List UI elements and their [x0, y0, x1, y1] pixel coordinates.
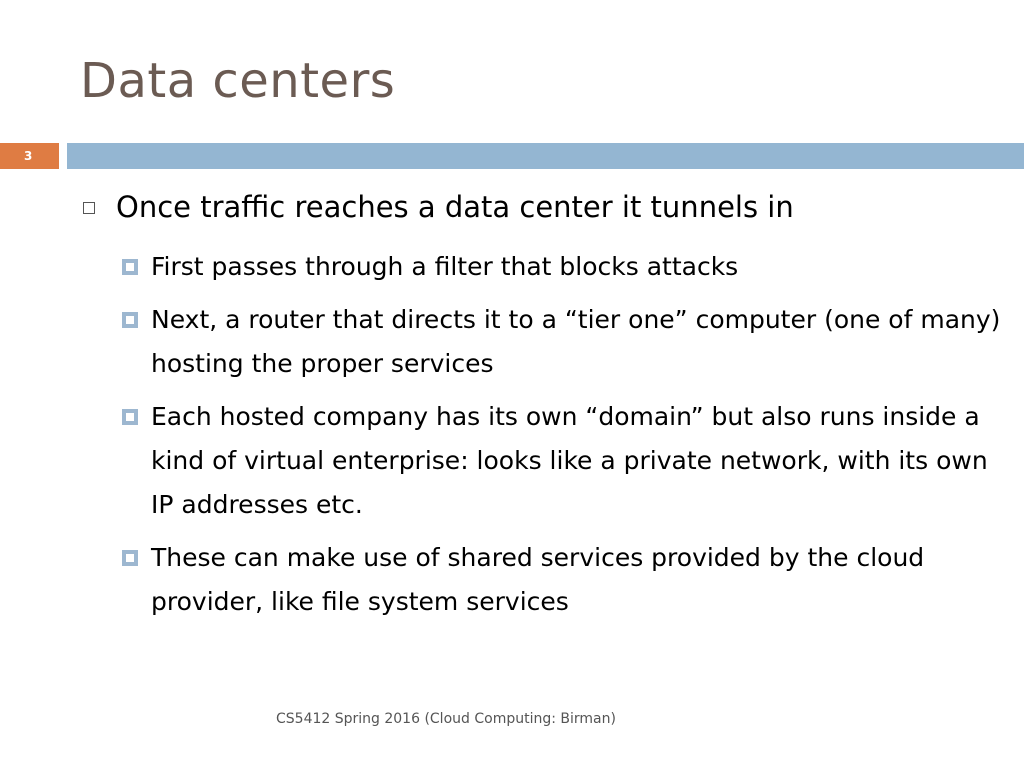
sub-bullet-text: These can make use of shared services provided by the cloud provider, like file system services	[151, 543, 925, 616]
square-bullet-icon	[122, 312, 138, 328]
slide-footer: CS5412 Spring 2016 (Cloud Computing: Birman)	[276, 711, 616, 727]
square-bullet-icon	[122, 550, 138, 566]
sub-bullet-text: First passes through a filter that blocks attacks	[151, 252, 739, 281]
slide-title: Data centers	[80, 53, 396, 109]
slide-number-badge	[0, 143, 59, 169]
slide-number: 3	[24, 149, 33, 163]
bullet-text: Once traffic reaches a data center it tunnels in	[116, 190, 794, 224]
title-accent-bar	[67, 143, 1024, 169]
square-bullet-icon	[122, 409, 138, 425]
sub-bullet	[122, 298, 1002, 386]
sub-bullet	[122, 536, 1002, 624]
hollow-square-bullet-icon	[83, 202, 95, 214]
sub-bullet	[122, 395, 1002, 527]
sub-bullet	[122, 245, 1002, 289]
square-bullet-icon	[122, 259, 138, 275]
sub-bullet-text: Each hosted company has its own “domain” but also runs inside a kind of virtual enterprise: looks like a private network, with its own IP addresses etc.	[151, 402, 988, 519]
sub-bullet-text: Next, a router that directs it to a “tier one” computer (one of many) hosting the proper services	[151, 305, 1001, 378]
